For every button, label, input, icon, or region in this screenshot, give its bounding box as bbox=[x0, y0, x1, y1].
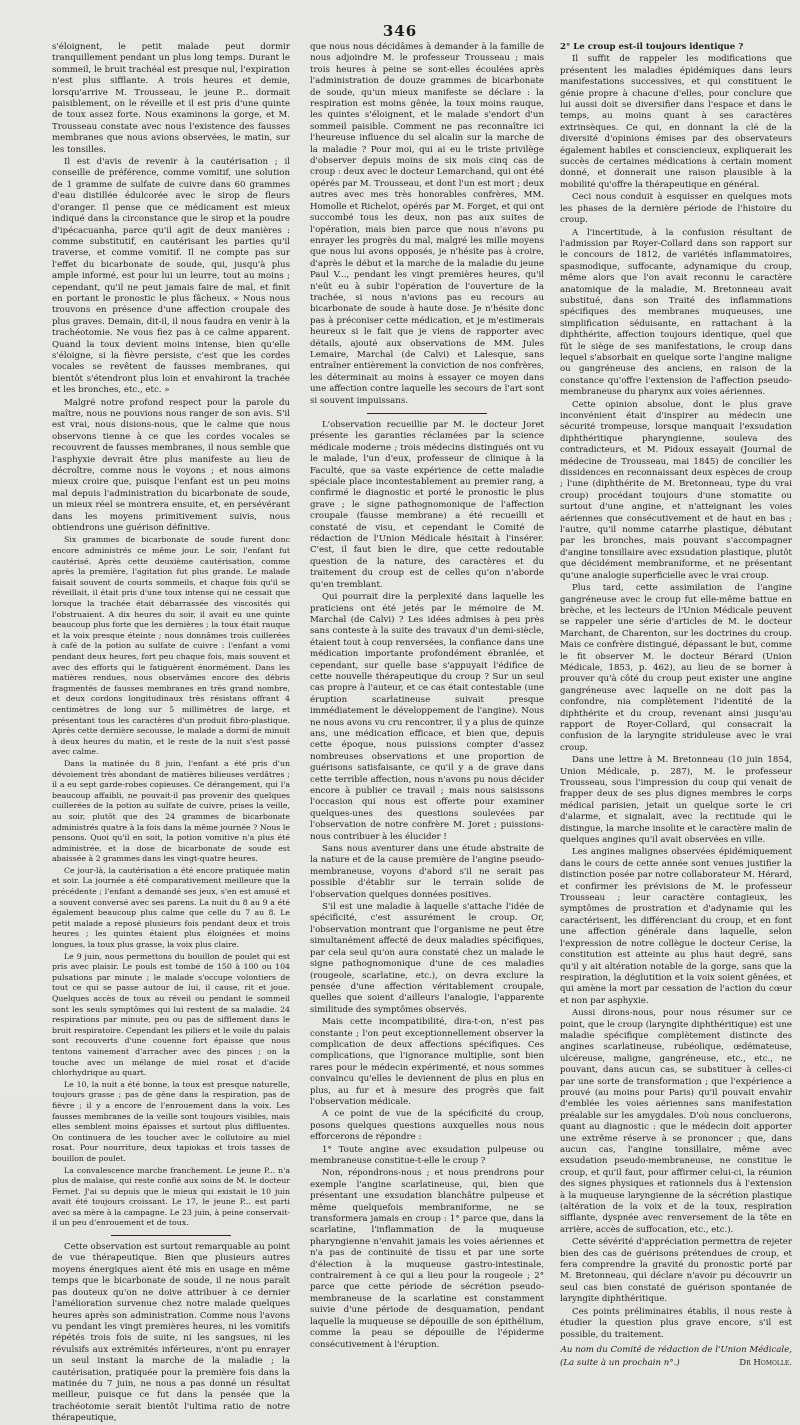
paragraph: Non, répondrons-nous ; et nous prendrons pour exemple l'angine scarlatineuse, qui, bien que présentant une exsudation blanchâtre pulpeuse et même quelquefois membraniforme, ne se transformera jamais en croup : 1° parce que, dans la scarlatine, l'inflammation de la muqueuse pharyngienne n'envahit jamais les voies aériennes et n'a pas de continuité de tissu et par une sorte d'élection à la muqueuse gastro-intestinale, contrairement à ce qui a lieu pour la rougeole ; 2° parce que cette période de sécrétion pseudo-membraneuse de la scarlatine est constamment suivie d'une période de desquamation, pendant laquelle la muqueuse se dépouille de son épithélium, comme la peau se dépouille de l'épiderme consécutivement à l'éruption. bbox=[310, 1168, 544, 1350]
paragraph: Ces points préliminaires établis, il nous reste à étudier la question plus grave encore, s'il est possible, du traitement. bbox=[560, 1306, 792, 1340]
paragraph: s'éloignent, le petit malade peut dormir tranquillement pendant un plus long temps. Durant le sommeil, le bruit trachéal est presque nul, l'expiration n'est plus sifflante. A trois heures et demie, lorsqu'arrive M. Trousseau, le jeune P... dormait paisiblement, on le réveille et il est pris d'une quinte de toux assez forte. Nous examinons la gorge, et M. Trousseau constate avec nous l'existence des fausses membranes que nous avions observées, le matin, sur les tonsilles. bbox=[52, 42, 290, 155]
paragraph: Il est d'avis de revenir à la cautérisation ; il conseille de préférence, comme vomitif, une solution de 1 gramme de sulfate de cuivre dans 60 grammes d'eau distillée édulcorée avec le sirop de fleurs d'oranger. Il pense que ce médicament est mieux indiqué dans la circonstance que le sirop et la poudre d'ipécacuanha, parce qu'il agit de deux manières : comme substitutif, en cautérisant les parties qu'il traverse, et comme vomitif. Il ne compte pas sur l'effet du bicarbonate de soude, qui, jusqu'à plus ample informé, est pour lui un leurre, tout au moins ; cependant, qu'il ne peut jamais faire de mal, et finit en portant le pronostic le plus fâcheux. « Nous nous trouvons en présence d'une affection croupale des plus graves. Demain, dit-il, il nous faudra en venir à la trachéotomie. Ne vous fiez pas à ce calme apparent. Quand la toux devient moins intense, bien qu'elle s'éloigne, si la fièvre persiste, c'est que les cordes vocales se revêtent de fausses membranes, qui bientôt s'étendront plus loin et envahiront la trachée et les bronches, etc., etc. » bbox=[52, 157, 290, 396]
article-footer bbox=[560, 1358, 792, 1369]
paragraph: 1° Toute angine avec exsudation pulpeuse ou membraneuse constitue-t-elle le croup ? bbox=[310, 1144, 544, 1166]
page-number: 346 bbox=[382, 22, 418, 40]
paragraph: Le 10, la nuit a été bonne, la toux est presque naturelle, toujours grasse ; pas de gêne dans la respiration, pas de fièvre ; il y a encore de l'enrouement dans la voix. Les fausses membranes de la veille sont toujours visibles, mais elles semblent moins épaisses et surtout plus diffluentes. On continuera de les toucher avec le collutoire au miel rosat. Pour nourriture, deux tapiokas et trois tasses de bouillon de poulet. bbox=[52, 1079, 290, 1163]
continuation-note: (La suite à un prochain n°.) bbox=[560, 1358, 680, 1369]
author-name: Dr Homolle. bbox=[739, 1358, 792, 1369]
paragraph: Le 9 juin, nous permettons du bouillon de poulet qui est pris avec plaisir. Le pouls est tombé de 150 à 100 ou 104 pulsations par minute ; le malade s'occupe volontiers de tout ce qui se passe autour de lui, il cause, rit et joue. Quelques accès de toux au réveil ou pendant le sommeil sont les seuls symptômes qui lui restent de sa maladie. 24 respirations par minute, peu ou pas de sifflement dans le bruit respiratoire. Cependant les piliers et le voile du palais sont recouverts d'une couenne fort épaisse que nous tentons vainement d'arracher avec des pinces ; on la touche avec un mélange de miel rosat et d'acide chlorhydrique au quart. bbox=[52, 951, 290, 1078]
committee-signature: Au nom du Comité de rédaction de l'Union Médicale, bbox=[560, 1344, 792, 1355]
paragraph: Cette opinion absolue, dont le plus grave inconvénient était d'inspirer au médecin une sécurité trompeuse, lorsque manquait l'exsudation diphthéritique pharyngienne, souleva des contradicteurs, et M. Pidoux essayait (Journal de médecine de Trousseau, mai 1845) de concilier les dissidences en reconnaissant deux espèces de croup ; l'une (diphthérite de M. Bretonneau, type du vrai croup) procédant toujours d'une stomatite ou surtout d'une angine, et n'atteignant les voies aériennes que consécutivement et de haut en bas ; l'autre, qu'il nomme catarrhe plastique, débutant par les bronches, mais pouvant s'accompagner d'angine tonsillaire avec exsudation plastique, plutôt que décidément membraniforme, et ne présentant qu'une analogie superficielle avec le vrai croup. bbox=[560, 399, 792, 581]
paragraph: Cette sévérité d'appréciation permettra de rejeter bien des cas de guérisons prétendues de croup, et fera comprendre la gravité du pronostic porté par M. Bretonneau, qui déclare n'avoir pu découvrir un seul cas bien constaté de guérison spontanée de laryngite diphthéritique. bbox=[560, 1237, 792, 1305]
paragraph: Cette observation est surtout remarquable au point de vue thérapeutique. Bien que plusieurs autres moyens énergiques aient été mis en usage en même temps que le bicarbonate de soude, il ne nous paraît pas douteux qu'on ne doive attribuer à ce dernier l'amélioration survenue chez notre malade quelques heures après son administration. Comme nous l'avons vu pendant les vingt premières heures, ni les vomitifs répétés trois fois de suite, ni les sangsues, ni les révulsifs aux extrémités inférieures, n'ont pu enrayer un seul instant la marche de la maladie ; la cautérisation, pratiquée pour la première fois dans la matinée du 7 juin, ne nous a pas donné un résultat meilleur, puisque ce fut dans la pensée que la trachéotomie serait bientôt l'ultima ratio de notre thérapeutique, bbox=[52, 1242, 290, 1424]
column-3 bbox=[560, 42, 792, 1369]
paragraph: Plus tard, cette assimilation de l'angine gangréneuse avec le croup fut elle-même battue en brèche, et les lecteurs de l'Union Médicale peuvent se rappeler une série d'articles de M. le docteur Marchant, de Charenton, sur les doctrines du croup. Mais ce confrère distingué, dépassant le but, comme le fit observer M. le docteur Bérard (Union Médicale, 1853, p. 462), au lieu de se borner à prouver qu'à côté du croup peut exister une angine gangréneuse avec laquelle on ne doit pas la confondre, nia complètement l'identité de la diphthérite et du croup, revenant ainsi jusqu'au rapport de Royer-Collard, qui consacrait la confusion de la laryngite striduleuse avec le vrai croup. bbox=[560, 583, 792, 753]
paragraph: Ce jour-là, la cautérisation a été encore pratiquée matin et soir. La journée a été comparativement meilleure que la précédente ; l'enfant a demandé ses jeux, s'en est amusé et a souvent conversé avec ses parens. La nuit du 8 au 9 a été également beaucoup plus calme que celle du 7 au 8. Le petit malade a reposé plusieurs fois pendant deux et trois heures ; les quintes étaient plus éloignées et moins longues, la toux plus grasse, la voix plus claire. bbox=[52, 865, 290, 950]
paragraph: L'observation recueillie par M. le docteur Joret présente les garanties réclamées par la science médicale moderne ; trois médecins distingués ont vu le malade, l'un d'eux, professeur de clinique à la Faculté, que sa vaste expérience de cette maladie spéciale place incontestablement au premier rang, a confirmé le diagnostic et porté le pronostic le plus grave ; le signe pathognomonique de l'affection croupale (fausse membrane) a été recueilli et constaté de visu, et cependant le Comité de rédaction de l'Union Médicale hésitait à l'insérer. C'est, il faut bien le dire, que cette redoutable question de la nature, des caractères et du traitement du croup est de celles qu'on n'aborde qu'en tremblant. bbox=[310, 420, 544, 590]
paragraph: A l'incertitude, à la confusion résultant de l'admission par Royer-Collard dans son rapport sur le concours de 1812, de variétés inflammatoires, spasmodique, suffocante, adynamique du croup, même alors que l'on avait reconnu le caractère anatomique de la maladie, M. Bretonneau avait substitué, dans son Traité des inflammations spécifiques des membranes muqueuses, une simplification séduisante, en rattachant à la diphthérite, affection toujours identique, quel que fût le siège de ses manifestations, le croup dans lequel s'absorbait en quelque sorte l'angine maligne ou gangréneuse des anciens, en raison de la constance qu'offre l'extension de l'affection pseudo-membraneuse du pharynx aux voies aériennes. bbox=[560, 227, 792, 398]
paragraph: La convalescence marche franchement. Le jeune P... n'a plus de malaise, qui reste confié aux soins de M. le docteur Fernet. J'ai su depuis que le mieux qui existait le 10 juin avait été toujours croissant. Le 17, le jeune P... est parti avec sa mère à la campagne. Le 23 juin, à peine conservait-il un peu d'enrouement et de toux. bbox=[52, 1165, 290, 1228]
paragraph: Sans nous aventurer dans une étude abstraite de la nature et de la cause première de l'angine pseudo-membraneuse, voyons d'abord s'il ne serait pas possible d'établir sur le terrain solide de l'observation quelques données positives. bbox=[310, 844, 544, 900]
paragraph: A ce point de vue de la spécificité du croup, posons quelques questions auxquelles nous nous efforcerons de répondre : bbox=[310, 1109, 544, 1143]
paragraph: Malgré notre profond respect pour la parole du maître, nous ne pouvions nous ranger de son avis. S'il est vrai, nous disions-nous, que le calme que nous observons tienne à ce que les cordes vocales se recouvrent de fausses membranes, il nous semble que l'asphyxie devrait être plus manifeste au lieu de décroître, comme nous le voyons ; et nous aimons mieux croire que, puisque l'enfant est un peu moins mal depuis l'administration du bicarbonate de soude, un mieux réel se montrera ensuite, et, en persévérant dans les moyens primitivement suivis, nous obtiendrons une guérison définitive. bbox=[52, 397, 290, 534]
paragraph: Mais cette incompatibilité, dira-t-on, n'est pas constante ; l'on peut exceptionnellement observer la complication de deux affections spécifiques. Ces complications, que l'ignorance multiplie, sont bien rares pour le médecin expérimenté, et nous sommes convaincu qu'elles le deviennent de plus en plus en plus, au fur et à mesure des progrès que fait l'observation médicale. bbox=[310, 1017, 544, 1107]
column-2 bbox=[310, 42, 544, 1350]
paragraph: Il suffit de rappeler les modifications que présentent les maladies épidémiques dans leurs manifestations successives, et qui constituent le génie propre à chacune d'elles, pour conclure que lui aussi doit se diversifier dans l'espace et dans le temps, au moins quant à ses caractères extrinsèques. Ce qui, en donnant la clé de la diversité d'opinions émises par des observateurs également habiles et consciencieux, expliquerait les succès de certaines médications à certain moment donné, et donnerait une raison plausible à la mobilité qu'offre la thérapeutique en général. bbox=[560, 54, 792, 190]
paragraph: S'il est une maladie à laquelle s'attache l'idée de spécificité, c'est assurément le croup. Or, l'observation montrant que l'organisme ne peut être simultanément affecté de deux maladies spécifiques, par cela seul qu'on aura constaté chez un malade le signe pathognomonique d'une de ces maladies (rougeole, scarlatine, etc.), on devra exclure la pensée d'une affection véritablement croupale, quelles que soient d'ailleurs l'analogie, l'apparente similitude des symptômes observés. bbox=[310, 902, 544, 1015]
paragraph: que nous nous décidâmes à demander à la famille de nous adjoindre M. le professeur Trousseau ; mais trois heures à peine se sont-elles écoulées après l'administration de douze grammes de bicarbonate de soude, qu'un mieux manifeste se déclare : la respiration est moins gênée, la toux moins rauque, les quintes s'éloignent, et le malade s'endort d'un sommeil paisible. Comment ne pas reconnaître ici l'heureuse influence du sel alcalin sur la marche de la maladie ? Pour moi, qui ai eu le triste privilège d'observer depuis moins de six mois cinq cas de croup : deux avec le docteur Lemarchand, qui ont été opérés par M. Trousseau, et dont l'un est mort ; deux autres avec mes très honorables confrères, MM. Homolle et Richelot, opérés par M. Forget, et qui ont succombé tous les deux, non pas aux suites de l'opération, mais bien parce que nous n'avons pu enrayer les progrès du mal, malgré les mille moyens que nous lui avons opposés, je n'hésite pas à croire, d'après le début et la marche de la maladie du jeune Paul V..., pendant les vingt premières heures, qu'il n'eût eu à subir l'opération de l'ouverture de la trachée, si nous n'avions pas eu recours au bicarbonate de soude à haute dose. Je n'hésite donc pas à préconiser cette médication, et je m'estimerais heureux si le fait que je viens de rapporter avec détails, ajouté aux observations de MM. Jules Lemaire, Marchal (de Calvi) et Lalesque, sans entraîner entièrement la conviction de nos confrères, les déterminait au moins à essayer ce moyen dans une affection contre laquelle les secours de l'art sont si souvent impuissans. bbox=[310, 42, 544, 406]
paragraph: Dans la matinée du 8 juin, l'enfant a été pris d'un dévoiement très abondant de matières bilieuses verdâtres ; il a eu sept garde-robes copieuses. Ce dérangement, qui l'a beaucoup affaibli, ne pouvait-il pas provenir des quelques cuillerées de la potion au sulfate de cuivre, prises la veille, au soir, plutôt que des 24 grammes de bicarbonate administrés quatre à la fois dans la même journée ? Nous le pensons. Quoi qu'il en soit, la potion vomitive n'a plus été administrée, et la dose de bicarbonate de soude est abaissée à 2 grammes dans les vingt-quatre heures. bbox=[52, 758, 290, 864]
paragraph: Six grammes de bicarbonate de soude furent donc encore administrés ce même jour. Le soir, l'enfant fut cautérisé. Après cette deuxième cautérisation, comme après la première, l'agitation fut plus grande. Le malade faisait souvent de courts sommeils, et chaque fois qu'il se réveillait, il était pris d'une toux intense qui ne cessait que lorsque la trachée était débarrassée des viscosités qui l'obstruaient. A dix heures du soir, il avait eu une quinte beaucoup plus forte que les dernières ; la toux était rauque et la voix presque éteinte ; nous donnâmes trois cuillerées à café de la potion au sulfate de cuivre : l'enfant a vomi pendant deux heures, fort peu chaque fois, mais souvent et avec des efforts qui le fatiguèrent énormément. Dans les matières rendues, nous observâmes encore des débris fragmentés de fausses membranes en très grand nombre, et deux cordons longitudinaux très résistans offrant 4 centimètres de long sur 5 millimètres de large, et présentant tous les caractères d'un produit fibro-plastique. Après cette dernière secousse, le malade a dormi de minuit à deux heures du matin, et le reste de la nuit s'est passé avec calme. bbox=[52, 535, 290, 757]
paragraph: Dans une lettre à M. Bretonneau (10 juin 1854, Union Médicale, p. 287), M. le professeur Trousseau, sous l'impression du coup qui venait de frapper deux de ses plus dignes membres le corps médical parisien, jetait un quelque sorte le cri d'alarme, et signalait, avec la rectitude qui le distingue, la marche insolite et le caractère malin de quelques angines qu'il avait observées en ville. bbox=[560, 755, 792, 846]
paragraph: Qui pourrait dire la perplexité dans laquelle les praticiens ont été jetés par le mémoire de M. Marchal (de Calvi) ? Les idées admises à peu près sans conteste à la suite des travaux d'un demi-siècle, étaient tout à coup renversées, la confiance dans une médication importante profondément ébranlée, et cependant, sur quelle base s'appuyait l'édifice de cette nouvelle thérapeutique du croup ? Sur un seul cas propre à l'auteur, et ce cas était contestable (une éruption scarlatineuse suivait presque immédiatement le développement de l'angine). Nous ne nous avons vu cru rencontrer, il y a plus de quinze ans, une médication efficace, et bien que, depuis cette époque, nous puissions compter d'assez nombreuses observations et une proportion de guérisons satisfaisante, ce qu'il y a de grave dans cette terrible affection, nous n'avons pu nous décider encore à publier ce travail ; mais nous saisissons l'occasion qui nous est offerte pour examiner quelques-unes des questions soulevées par l'observation de notre confrère M. Joret ; puissions-nous contribuer à les élucider ! bbox=[310, 592, 544, 842]
section-question: 2° Le croup est-il toujours identique ? bbox=[560, 42, 744, 52]
column-1 bbox=[52, 42, 290, 1424]
paragraph: Les angines malignes observées épidémiquement dans le cours de cette année sont venues justifier la distinction posée par notre collaborateur M. Hérard, et confirmer les prévisions de M. le professeur Trousseau ; leur caractère contagieux, les symptômes de prostration et d'adynamie qui les caractérisent, les différenciant du croup, et en font une affection générale dans laquelle, selon l'expression de notre collègue le docteur Cerise, la constitution est atteinte au plus haut degré, sans qu'il y ait altération notable de la gorge, sans que la respiration, la déglutition et la voix soient gênées, et qui amène la mort par cessation de l'action du cœur et non par asphyxie. bbox=[560, 847, 792, 1006]
section-divider bbox=[111, 1235, 231, 1236]
paragraph: Ceci nous conduit à esquisser en quelques mots les phases de la dernière période de l'histoire du croup. bbox=[560, 192, 792, 226]
section-divider bbox=[367, 413, 487, 414]
paragraph: Aussi dirons-nous, pour nous résumer sur ce point, que le croup (laryngite diphthéritique) est une maladie spécifique complètement distincte des angines scarlatineuse, rubéolique, œdémateuse, ulcéreuse, maligne, gangréneuse, etc., etc., ne pouvant, dans aucun cas, se substituer à celles-ci par une sorte de transformation ; que l'expérience a prouvé (au moins pour Paris) qu'il pouvait envahir d'emblée les voies aériennes sans manifestation préalable sur les amygdales. D'où nous concluerons, quant au diagnostic : que le médecin doit apporter une extrême réserve à se prononcer ; que, dans aucun cas, l'angine tonsillaire, même avec exsudation pseudo-membraneuse, ne constitue le croup, et qu'il faut, pour affirmer celui-ci, la réunion des signes physiques et rationnels dus à l'extension à la muqueuse laryngienne de la sécrétion plastique (altération de la voix et de la toux, respiration sifflante, dyspnée avec renversement de la tête en arrière, accès de suffocation, etc., etc.). bbox=[560, 1008, 792, 1235]
